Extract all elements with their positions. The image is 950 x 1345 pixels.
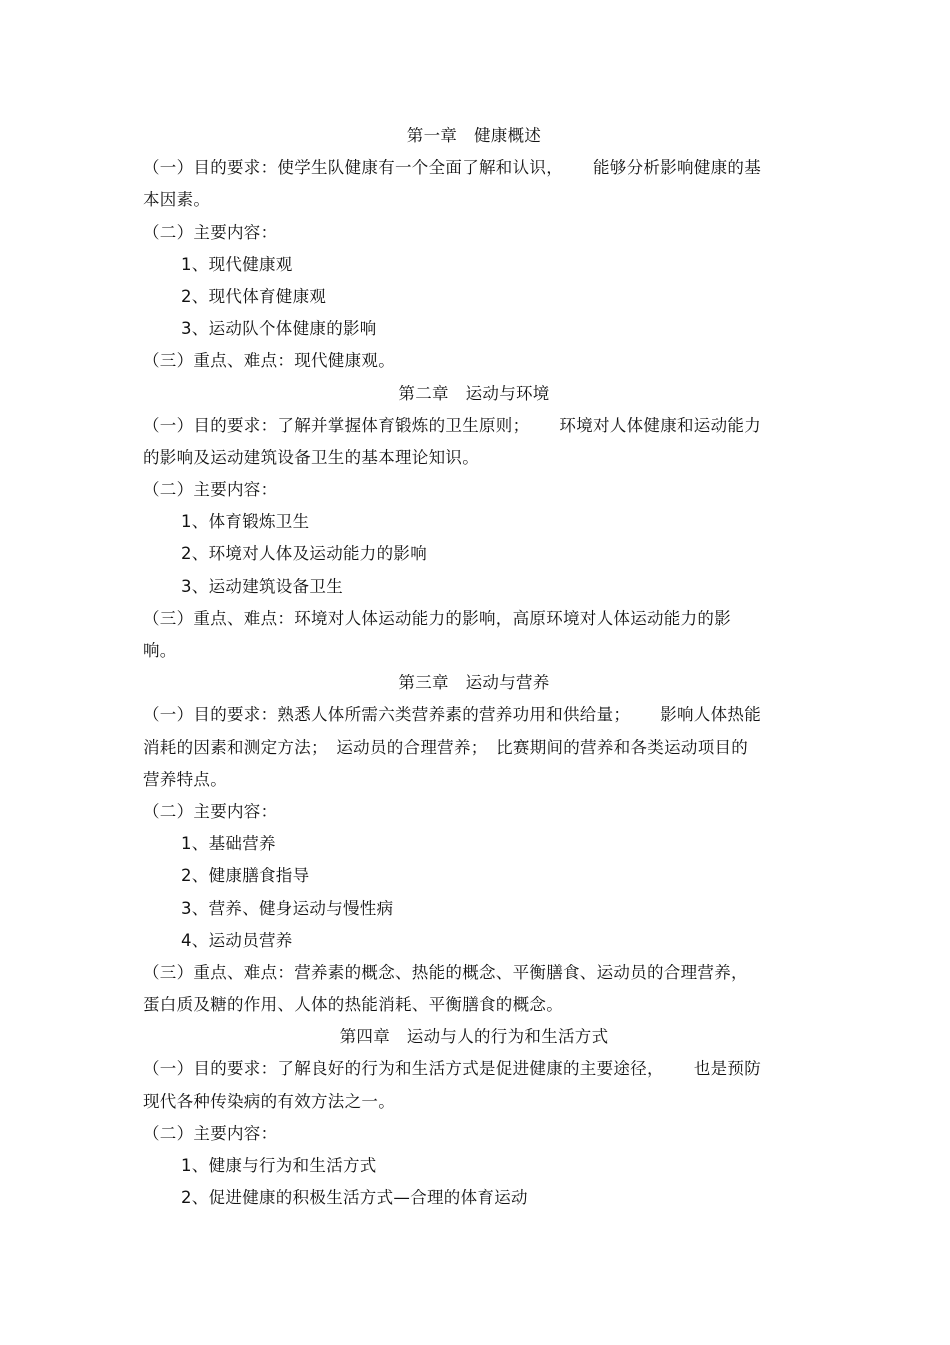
chapter-4-objective-b: 也是预防 [693, 1059, 762, 1079]
chapter-2-objective-line-2: 的影响及运动建筑设备卫生的基本理论知识。 [143, 447, 479, 467]
chapter-1-objective-line-1 [143, 152, 805, 184]
chapter-2-objective-b: 环境对人体健康和运动能力 [559, 415, 762, 435]
chapter-2-key-points-line-2: 响。 [143, 641, 177, 660]
chapter-3-objective-line-3: 营养特点。 [143, 769, 227, 789]
chapter-2-objective-line-1 [143, 410, 805, 442]
chapter-3-key-points-line-2: 蛋白质及糖的作用、人体的热能消耗、平衡膳食的概念。 [143, 995, 563, 1015]
chapter-1-item-2: 2、现代体育健康观 [181, 286, 327, 306]
chapter-1-item-3: 3、运动队个体健康的影响 [181, 319, 377, 339]
chapter-3-item-1: 1、基础营养 [181, 834, 276, 854]
chapter-2-item-1: 1、体育锻炼卫生 [181, 512, 310, 532]
chapter-1-objective-line-2: 本因素。 [143, 190, 211, 210]
document-page [143, 120, 805, 1214]
chapter-1-content-label: （二）主要内容： [143, 222, 278, 242]
chapter-3-title: 第三章 运动与营养 [398, 673, 550, 693]
chapter-3-objective-a: （一）目的要求：熟悉人体所需六类营养素的营养功用和供给量； [143, 705, 631, 725]
chapter-3-item-3: 3、营养、健身运动与慢性病 [181, 898, 394, 918]
chapter-3-objective-line-1 [143, 699, 805, 731]
chapter-2-item-3: 3、运动建筑设备卫生 [181, 576, 343, 596]
chapter-2-item-2: 2、环境对人体及运动能力的影响 [181, 544, 427, 564]
chapter-4-objective-a: （一）目的要求：了解良好的行为和生活方式是促进健康的主要途径， [143, 1059, 664, 1079]
chapter-1-objective-a: （一）目的要求：使学生队健康有一个全面了解和认识， [143, 158, 563, 178]
chapter-3-item-4: 4、运动员营养 [181, 930, 293, 950]
chapter-2-content-label: （二）主要内容： [143, 480, 278, 500]
chapter-2-key-points-line-1: （三）重点、难点：环境对人体运动能力的影响，高原环境对人体运动能力的影 [143, 608, 731, 628]
chapter-1-item-1: 1、现代健康观 [181, 254, 293, 274]
chapter-3-objective-line-2: 消耗的因素和测定方法； 运动员的合理营养； 比赛期间的营养和各类运动项目的 [143, 737, 749, 757]
chapter-3-item-2: 2、健康膳食指导 [181, 866, 310, 886]
chapter-2-title: 第二章 运动与环境 [398, 383, 550, 403]
chapter-4-item-1: 1、健康与行为和生活方式 [181, 1156, 377, 1175]
chapter-1-key-points: （三）重点、难点：现代健康观。 [143, 351, 395, 371]
chapter-4-objective-line-1 [143, 1053, 805, 1085]
chapter-4-content-label: （二）主要内容： [143, 1123, 278, 1143]
chapter-2-objective-a: （一）目的要求：了解并掌握体育锻炼的卫生原则； [143, 415, 530, 435]
chapter-1-title: 第一章 健康概述 [406, 126, 542, 145]
chapter-4-title: 第四章 运动与人的行为和生活方式 [339, 1027, 609, 1047]
chapter-4-item-2: 2、促进健康的积极生活方式—合理的体育运动 [181, 1188, 528, 1208]
chapter-3-objective-b: 影响人体热能 [660, 705, 762, 725]
chapter-1-objective-b: 能够分析影响健康的基 [593, 158, 761, 178]
chapter-3-content-label: （二）主要内容： [143, 801, 278, 821]
chapter-4-objective-line-2: 现代各种传染病的有效方法之一。 [143, 1091, 395, 1111]
chapter-3-key-points-line-1: （三）重点、难点：营养素的概念、热能的概念、平衡膳食、运动员的合理营养， [143, 962, 748, 982]
